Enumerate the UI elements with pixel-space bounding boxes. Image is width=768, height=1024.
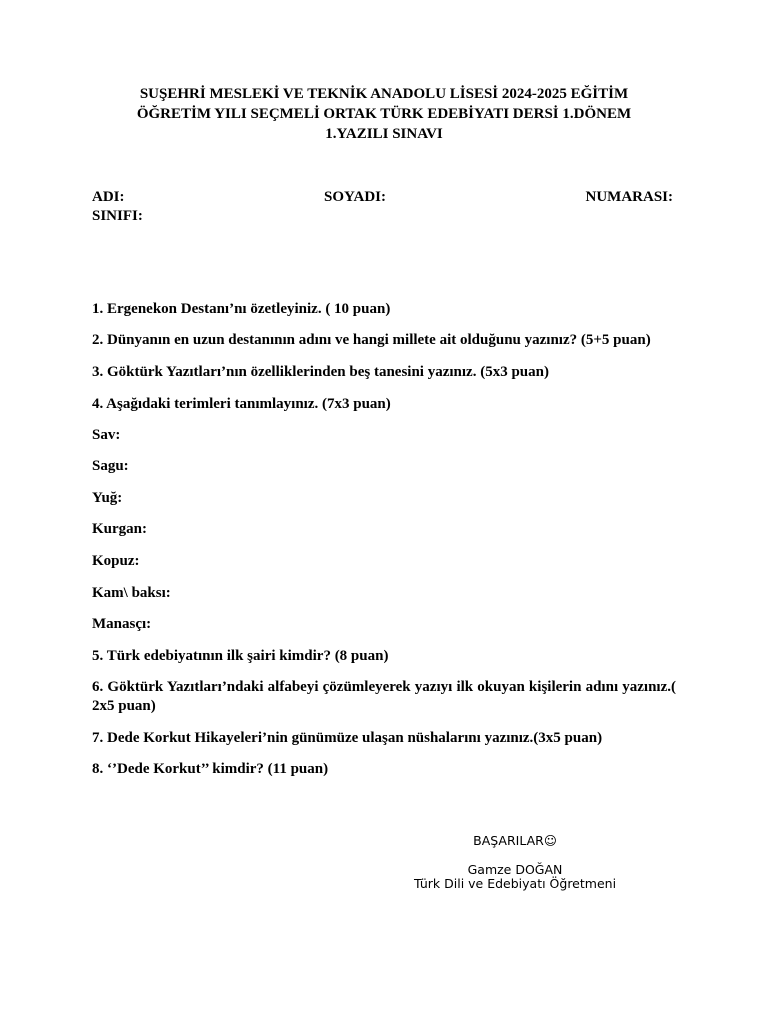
question-4: 4. Aşağıdaki terimleri tanımlayınız. (7x3 puan) [92, 396, 391, 412]
teacher-name: Gamze DOĞAN [467, 862, 563, 877]
teacher-title: Türk Dili ve Edebiyatı Öğretmeni [413, 876, 617, 891]
name-label: ADI: [92, 189, 125, 205]
question-3: 3. Göktürk Yazıtları’nın özelliklerinden beş tanesini yazınız. (5x3 puan) [92, 364, 549, 380]
number-label: NUMARASI: [585, 189, 673, 205]
good-luck-text: BAŞARILAR☺ [473, 833, 557, 848]
title-line-3: 1.YAZILI SINAVI [325, 126, 443, 142]
term-yug: Yuğ: [92, 490, 123, 506]
title-line-2: ÖĞRETİM YILI SEÇMELİ ORTAK TÜRK EDEBİYATI DERSİ 1.DÖNEM [136, 106, 632, 122]
title-line-1: SUŞEHRİ MESLEKİ VE TEKNİK ANADOLU LİSESİ 2024-2025 EĞİTİM [139, 86, 629, 102]
term-kopuz: Kopuz: [92, 553, 140, 569]
surname-label: SOYADI: [324, 189, 386, 205]
question-6: 6. Göktürk Yazıtları’ndaki alfabeyi çözümleyerek yazıyı ilk okuyan kişilerin adını yazınız.( 2x5 puan) [92, 679, 676, 714]
question-8: 8. ‘’Dede Korkut’’ kimdir? (11 puan) [92, 761, 329, 777]
question-1: 1. Ergenekon Destanı’nı özetleyiniz. ( 10 puan) [92, 301, 391, 317]
question-5: 5. Türk edebiyatının ilk şairi kimdir? (8 puan) [92, 648, 389, 664]
term-sav: Sav: [92, 427, 121, 443]
term-sagu: Sagu: [92, 458, 129, 474]
term-kurgan: Kurgan: [92, 521, 148, 537]
term-manasci: Manasçı: [92, 616, 152, 632]
question-7: 7. Dede Korkut Hikayeleri’nin günümüze ulaşan nüshalarını yazınız.(3x5 puan) [92, 730, 603, 746]
question-2: 2. Dünyanın en uzun destanının adını ve hangi millete ait olduğunu yazınız? (5+5 puan) [92, 332, 651, 348]
student-info-row [92, 188, 673, 206]
exam-title [92, 84, 676, 144]
class-label: SINIFI: [92, 208, 143, 224]
term-kam-baksi: Kam\ baksı: [92, 585, 171, 601]
